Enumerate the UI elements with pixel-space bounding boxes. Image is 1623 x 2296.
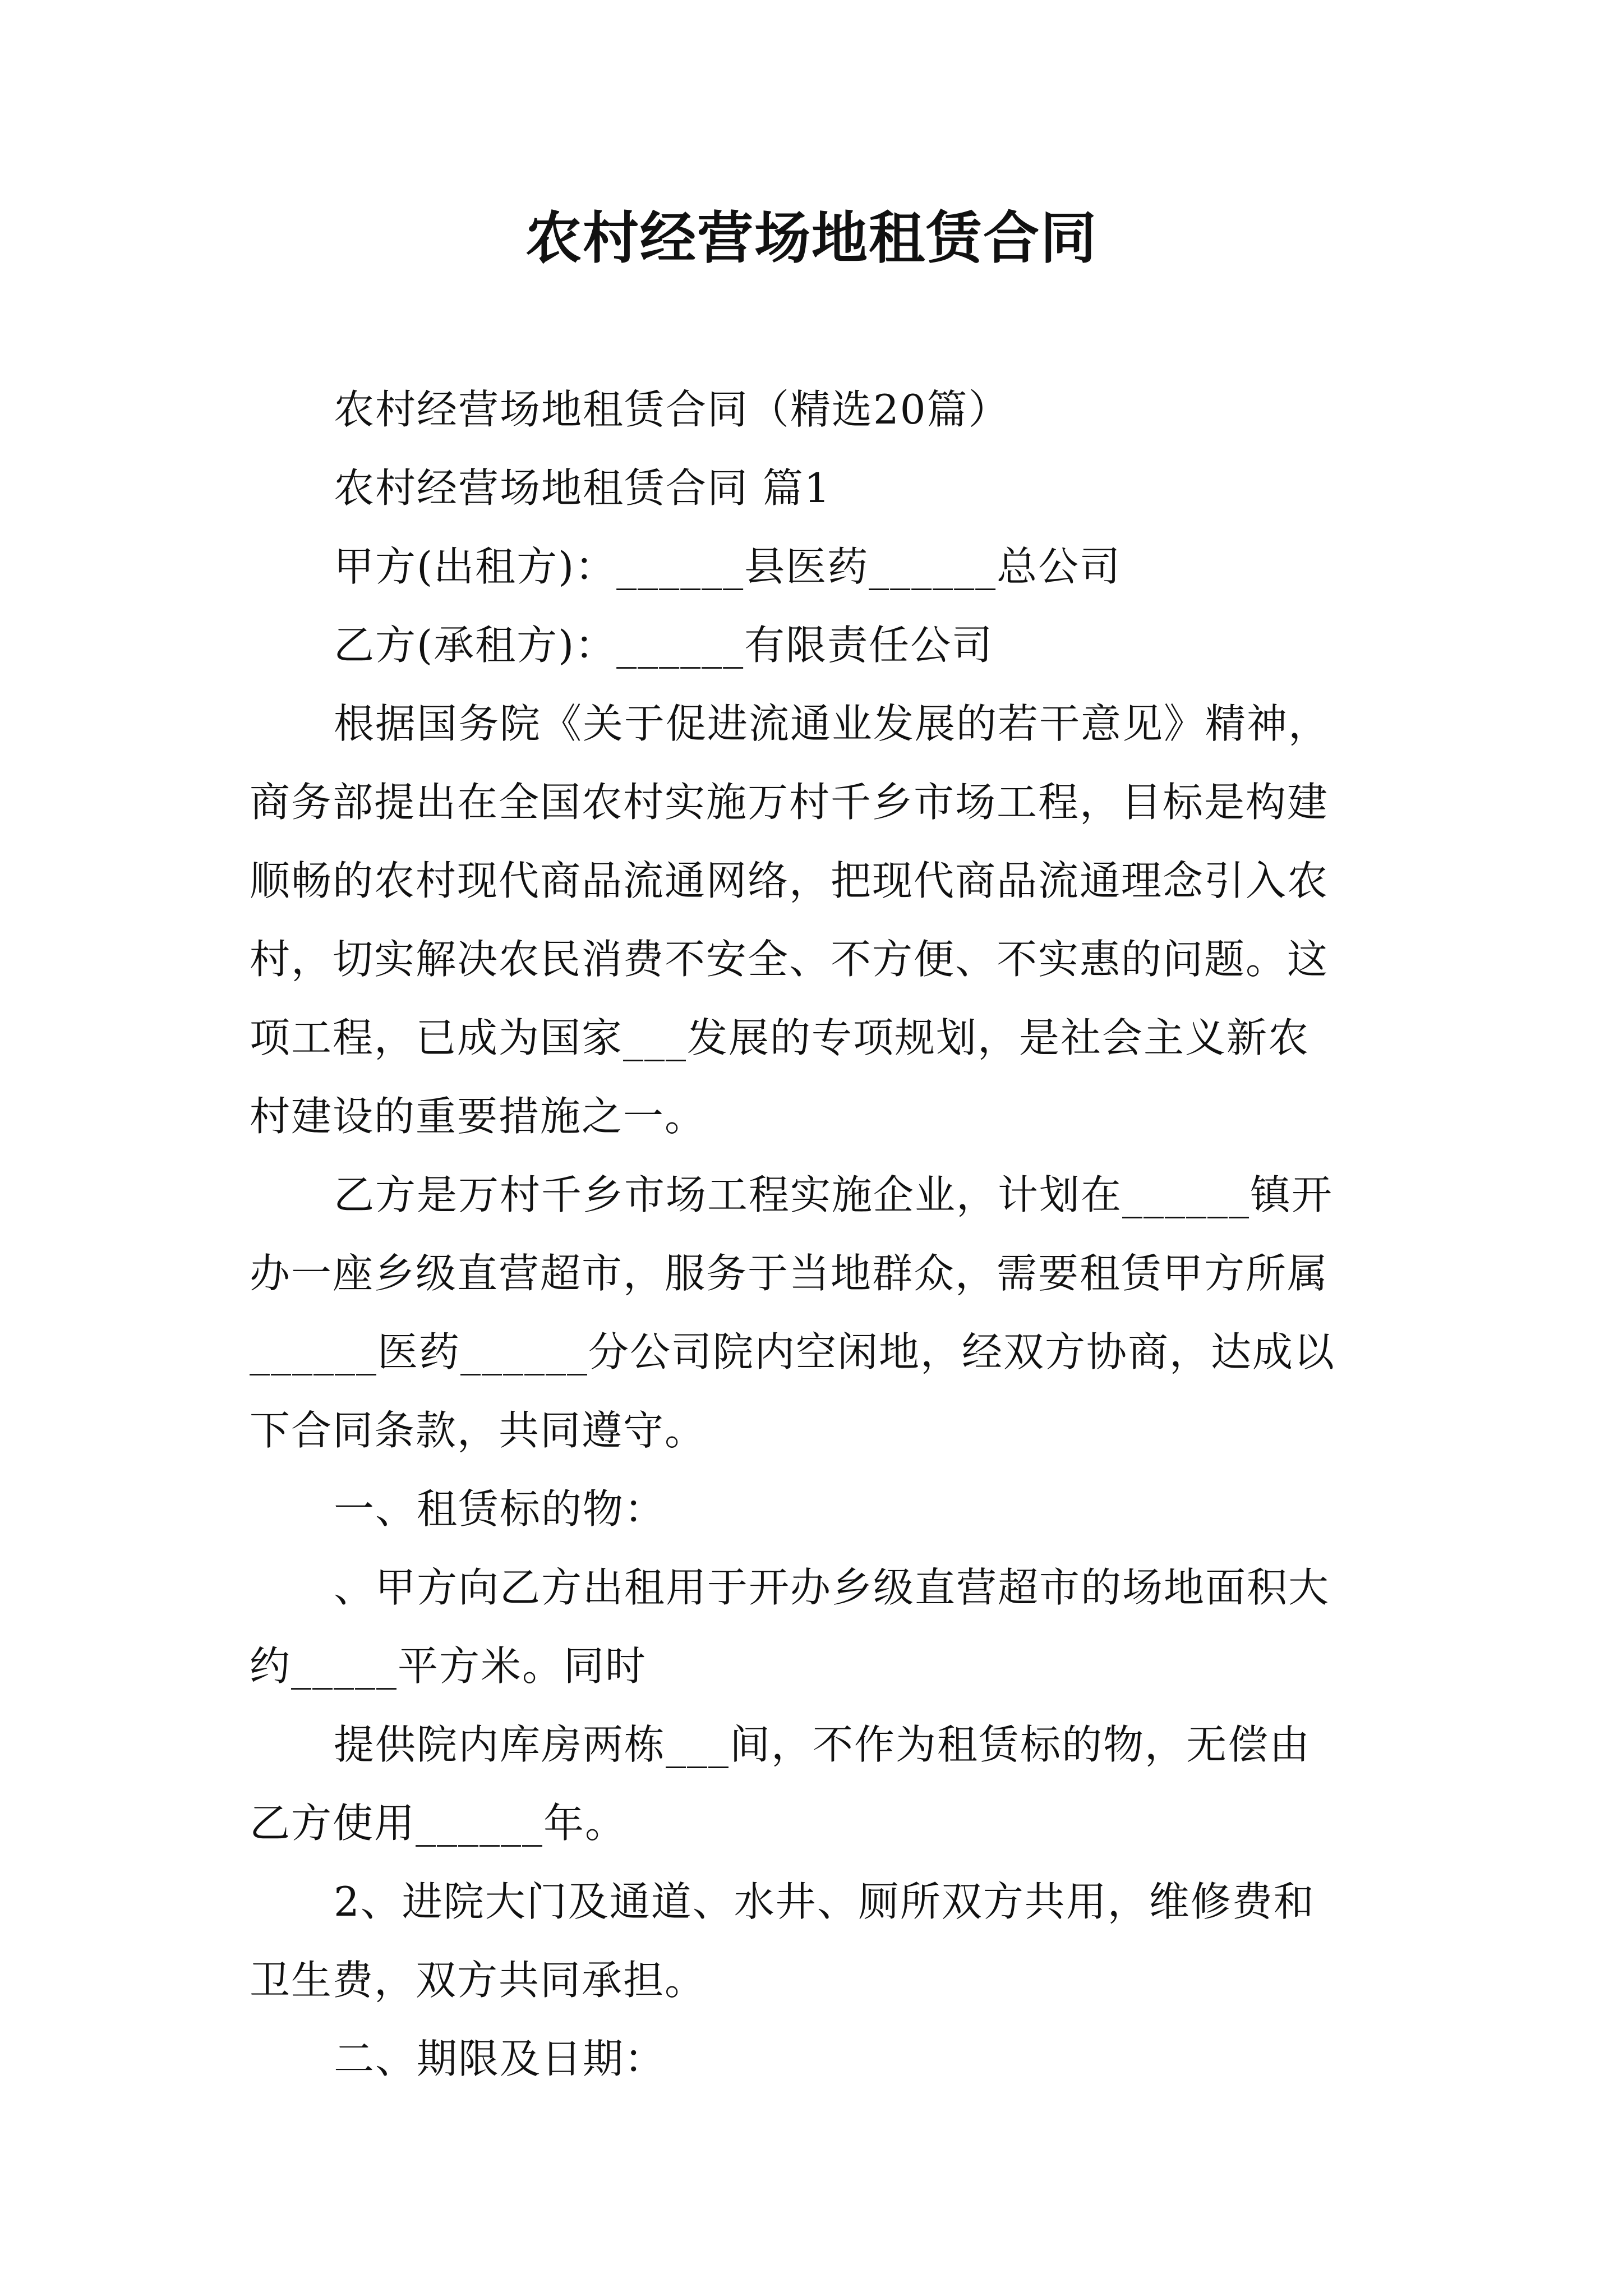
text-line: 乙方(承租方)：______有限责任公司: [334, 622, 994, 669]
text-line: 项工程，已成为国家___发展的专项规划，是社会主义新农: [250, 1014, 1310, 1061]
text-line: ______医药______分公司院内空闲地，经双方协商，达成以: [250, 1328, 1336, 1375]
text-line: 村建设的重要措施之一。: [250, 1093, 707, 1140]
text-line: 一、租赁标的物：: [334, 1485, 666, 1533]
text-line: 村，切实解决农民消费不安全、不方便、不实惠的问题。这: [250, 936, 1329, 983]
text-line: 、甲方向乙方出租用于开办乡级直营超市的场地面积大: [334, 1564, 1330, 1611]
text-line: 下合同条款，共同遵守。: [250, 1407, 707, 1454]
text-line: 二、期限及日期：: [334, 2035, 666, 2082]
text-line: 农村经营场地租赁合同 篇1: [334, 464, 831, 512]
document-title: 农村经营场地租赁合同: [525, 205, 1098, 271]
text-line: 办一座乡级直营超市，服务于当地群众，需要租赁甲方所属: [250, 1250, 1329, 1297]
text-line: 提供院内库房两栋___间，不作为租赁标的物，无偿由: [334, 1721, 1311, 1768]
text-line: 商务部提出在全国农村实施万村千乡市场工程，目标是构建: [250, 779, 1329, 826]
text-line: 2、进院大门及通道、水井、厕所双方共用，维修费和: [334, 1878, 1315, 1925]
text-line: 农村经营场地租赁合同（精选20篇）: [334, 386, 1010, 433]
text-line: 顺畅的农村现代商品流通网络，把现代商品流通理念引入农: [250, 857, 1329, 904]
document-body: [250, 370, 1388, 2098]
text-line: 甲方(出租方)：______县医药______总公司: [334, 543, 1122, 590]
text-line: 乙方使用______年。: [250, 1800, 627, 1847]
text-line: 根据国务院《关于促进流通业发展的若干意见》精神，: [334, 700, 1330, 747]
text-line: 约_____平方米。同时: [250, 1642, 647, 1690]
text-line: 乙方是万村千乡市场工程实施企业，计划在______镇开: [334, 1171, 1334, 1218]
text-line: 卫生费，双方共同承担。: [250, 1957, 707, 2004]
